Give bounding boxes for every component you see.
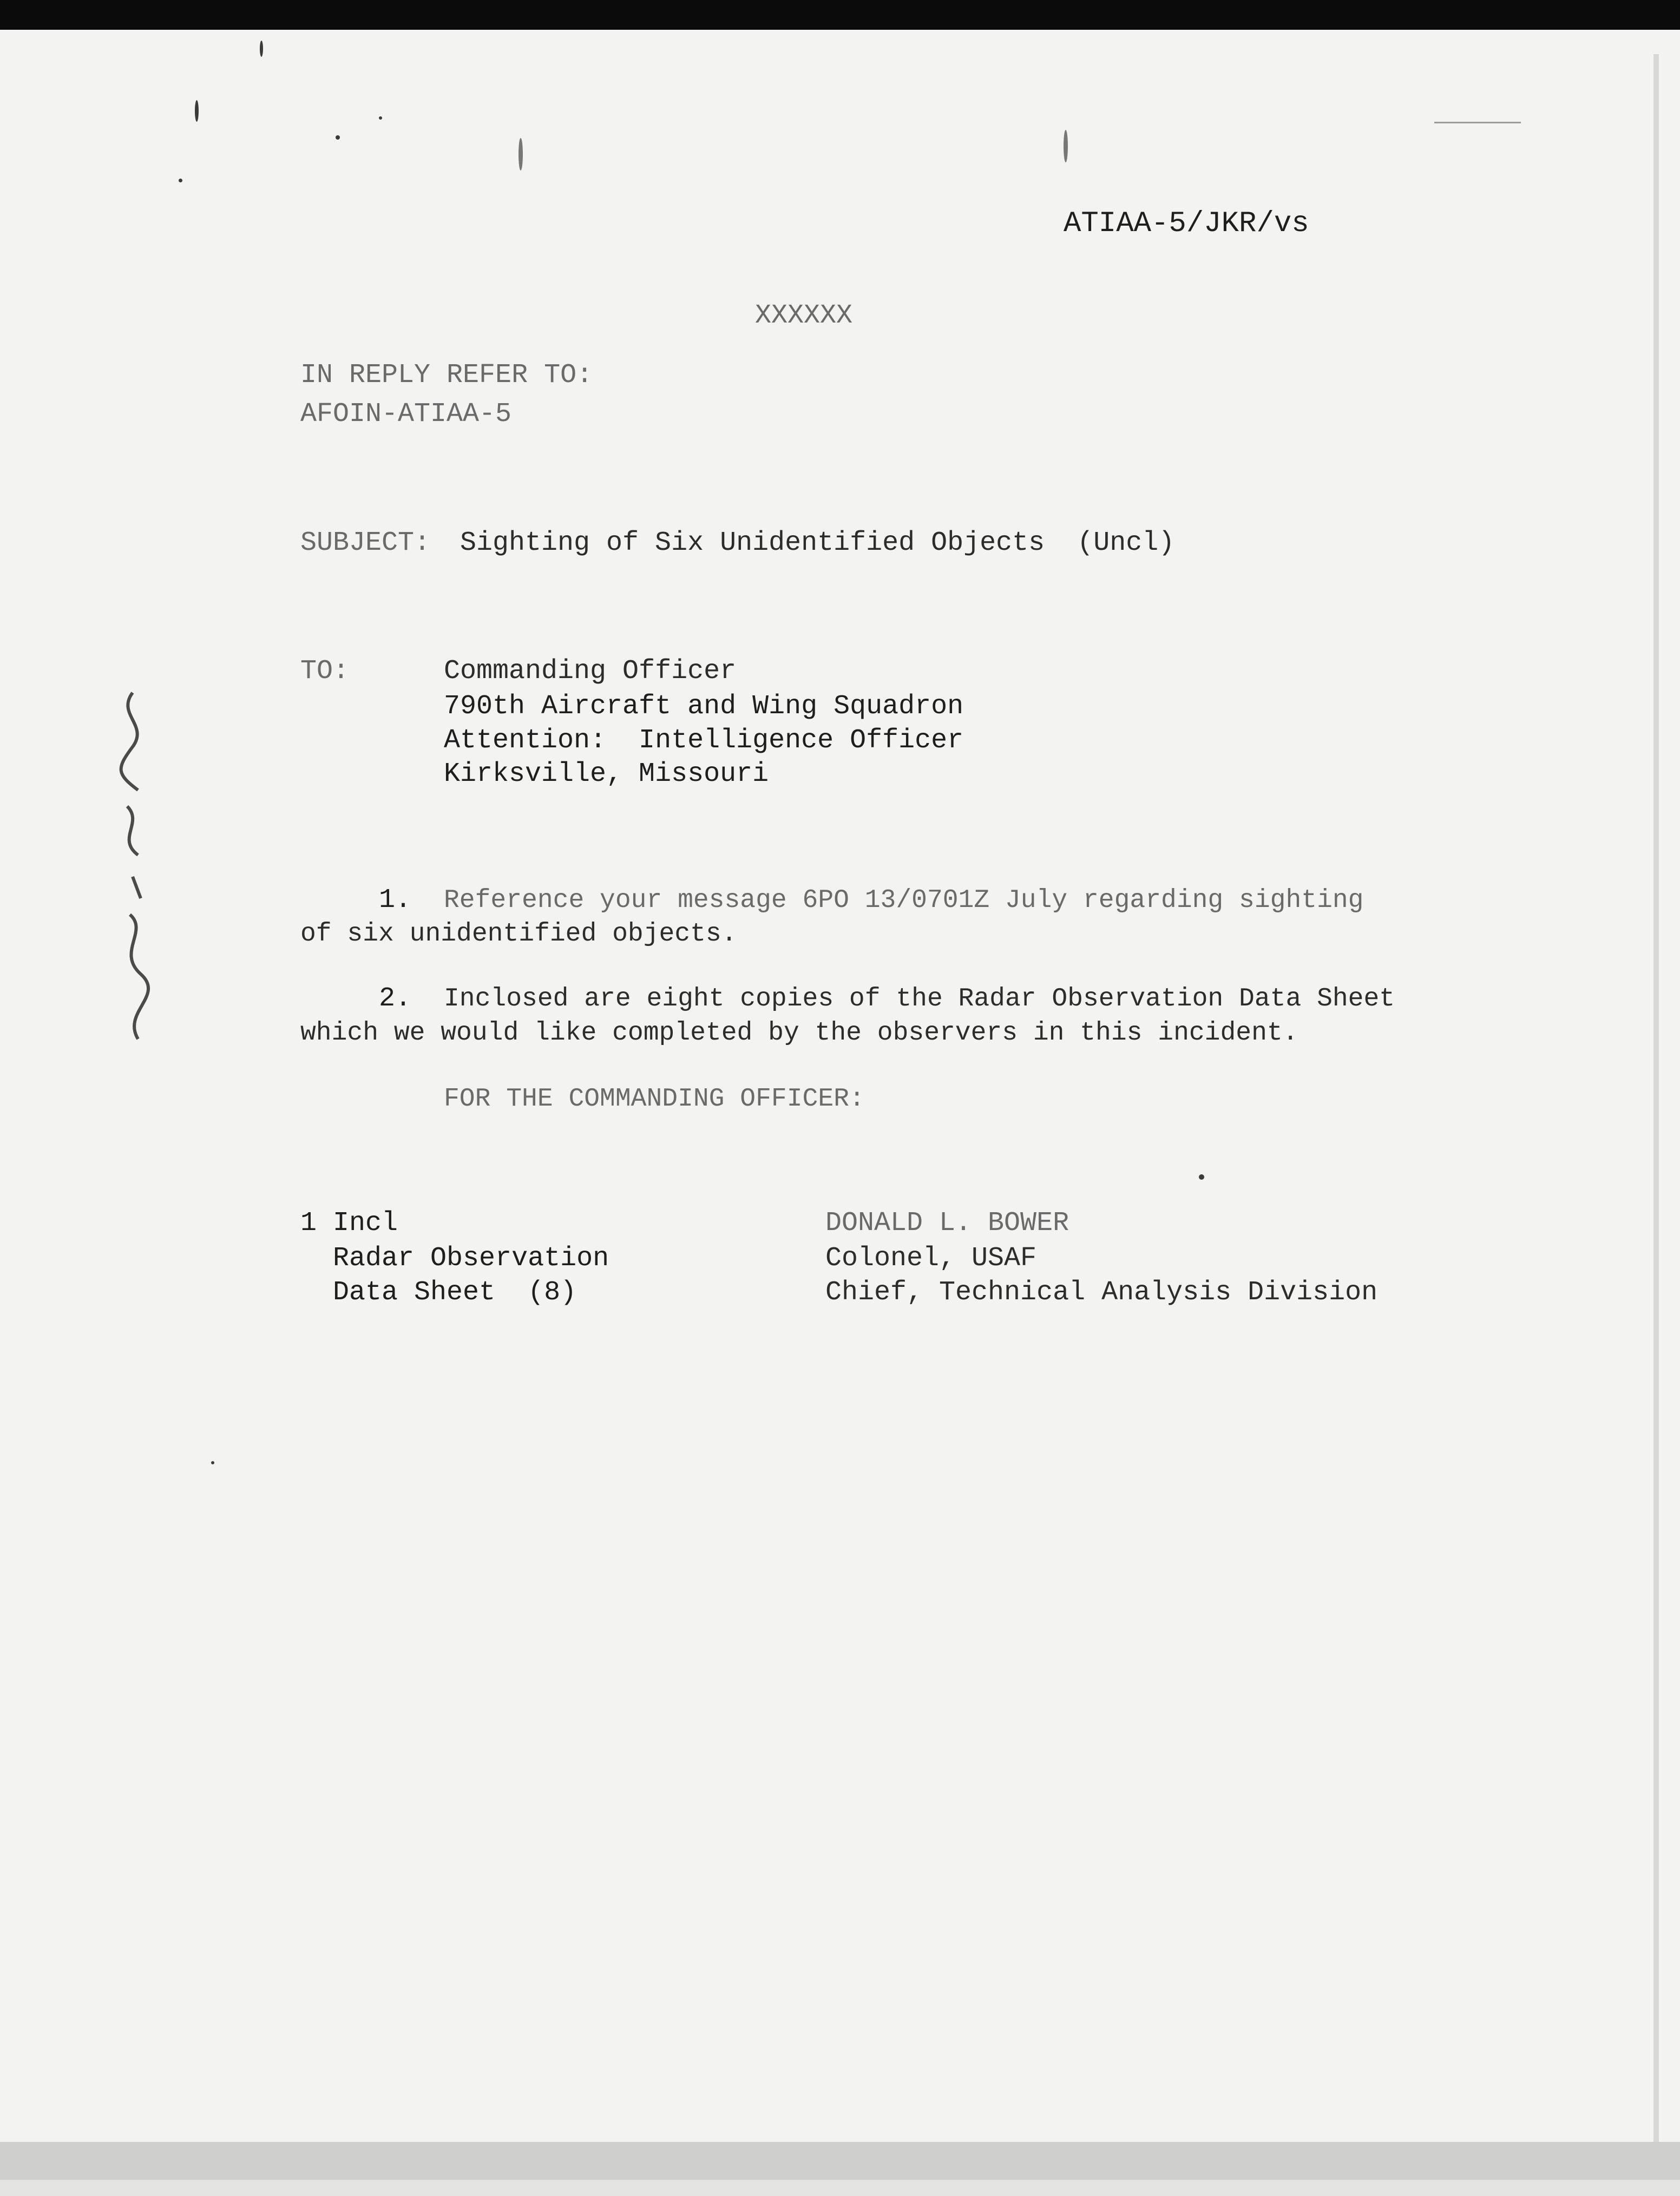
paragraph-1-number: 1. <box>379 885 412 916</box>
reply-refer-code: AFOIN-ATIAA-5 <box>300 399 512 430</box>
scan-top-border <box>0 0 1680 30</box>
scan-bottom-edge <box>0 2180 1680 2196</box>
for-commanding-officer: FOR THE COMMANDING OFFICER: <box>444 1084 865 1114</box>
paragraph-1-line-2: of six unidentified objects. <box>300 919 737 949</box>
classification-mark: XXXXXX <box>755 300 853 331</box>
to-address-line: 790th Aircraft and Wing Squadron <box>444 691 964 722</box>
scan-bottom-border <box>0 2142 1680 2180</box>
reference-code: ATIAA-5/JKR/vs <box>1064 207 1309 240</box>
paragraph-2-line-2: which we would like completed by the observers in this incident. <box>300 1018 1298 1048</box>
paragraph-1-line-1: Reference your message 6PO 13/0701Z July regarding sighting <box>444 886 1364 915</box>
scan-speck <box>195 100 199 122</box>
to-address-line: Commanding Officer <box>444 656 737 687</box>
scan-speck <box>211 1461 214 1464</box>
scan-speck <box>336 135 340 140</box>
scan-speck <box>1434 122 1521 123</box>
scan-right-edge <box>1653 54 1659 2143</box>
scan-speck <box>179 179 182 182</box>
signature-name: DONALD L. BOWER <box>825 1208 1069 1239</box>
signature-rank: Colonel, USAF <box>825 1243 1037 1274</box>
signature-title: Chief, Technical Analysis Division <box>825 1277 1378 1308</box>
to-label: TO: <box>300 656 350 687</box>
paragraph-2-line-1: Inclosed are eight copies of the Radar Observation Data Sheet <box>444 984 1395 1014</box>
to-address-line: Attention: Intelligence Officer <box>444 725 964 756</box>
scan-speck <box>260 41 263 57</box>
handwritten-margin-note <box>51 682 192 1061</box>
paragraph-2-number: 2. <box>379 983 412 1014</box>
subject-label: SUBJECT: <box>300 528 431 558</box>
subject-text: Sighting of Six Unidentified Objects (Uncl) <box>460 528 1175 558</box>
enclosure-line: 1 Incl <box>300 1208 398 1239</box>
enclosure-line: Data Sheet (8) <box>300 1277 577 1308</box>
enclosure-line: Radar Observation <box>300 1243 609 1274</box>
reply-refer-label: IN REPLY REFER TO: <box>300 360 593 391</box>
scan-speck <box>1199 1174 1204 1180</box>
scan-speck <box>519 138 523 170</box>
scan-speck <box>1064 130 1068 162</box>
scan-speck <box>379 116 382 120</box>
to-address-line: Kirksville, Missouri <box>444 759 769 790</box>
